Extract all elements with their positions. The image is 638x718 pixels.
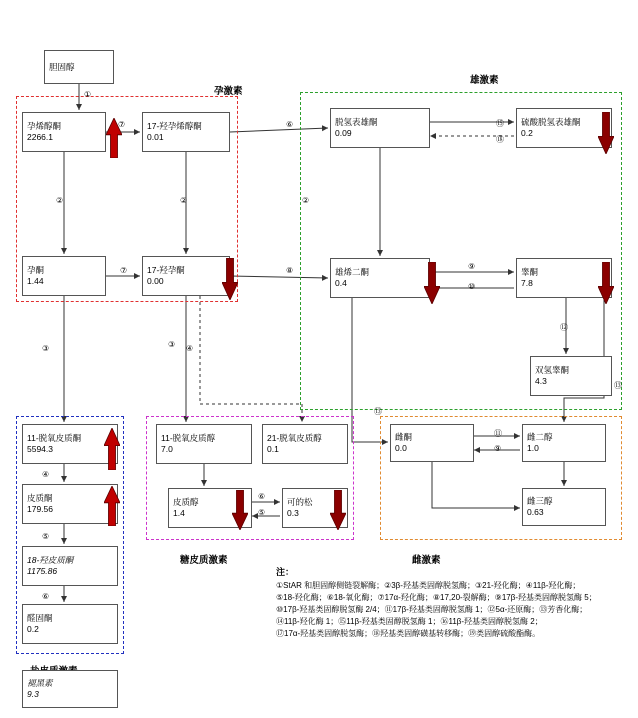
node-value: 0.63: [527, 507, 544, 517]
legend-note: [276, 566, 632, 640]
decrease-arrow-icon: [232, 490, 248, 530]
node-value: 0.1: [267, 444, 279, 454]
node-value: 1.4: [173, 508, 185, 518]
node-label: 睾酮: [521, 267, 539, 278]
step-number: ⑥: [286, 120, 294, 129]
node-hprog[interactable]: [142, 256, 230, 296]
node-docol[interactable]: [156, 424, 252, 464]
node-label: 18-羟皮质酮: [27, 555, 74, 566]
step-number: ⑥: [258, 492, 266, 501]
node-value: 7.0: [161, 444, 173, 454]
node-label: 双氢睾酮: [535, 365, 570, 376]
node-value: 0.09: [335, 128, 352, 138]
legend-line-4: ⑰17α-羟基类固醇脱氢酶；⑱羟基类固醇磺基转移酶；⑲类固醇硫酸酯酶。: [276, 628, 541, 638]
decrease-arrow-icon: [222, 258, 238, 300]
node-label: 孕酮: [27, 265, 45, 276]
group-label-1: 雄激素: [470, 75, 499, 86]
node-value: 0.2: [27, 624, 39, 634]
node-label: 脱氢表雄酮: [335, 117, 378, 128]
node-dht[interactable]: [530, 356, 612, 396]
node-label: 雄烯二酮: [335, 267, 370, 278]
step-number: ⑦: [120, 266, 128, 275]
node-dxcol[interactable]: [262, 424, 348, 464]
legend-line-2: ⑩17β-羟基类固醇脱氢酶 2/4；⑪17β-羟基类固醇脱氢酶 1；⑫5α-还原酶；⑬芳香化酶；: [276, 604, 588, 614]
group-label-3: 糖皮质激素: [180, 555, 228, 566]
node-label: 醛固酮: [27, 613, 53, 624]
legend-line-1: ⑤18-羟化酶；⑥18-氧化酶；⑦17α-羟化酶；⑧17,20-裂解酶；⑨17β-羟基类固醇脱氢酶 5；: [276, 592, 597, 602]
node-hcort[interactable]: [22, 546, 118, 586]
node-value: 0.00: [147, 276, 164, 286]
step-number: ②: [302, 196, 310, 205]
node-value: 0.4: [335, 278, 347, 288]
step-number: ⑨: [468, 262, 476, 271]
node-andro[interactable]: [330, 258, 430, 298]
node-aldo[interactable]: [22, 604, 118, 644]
decrease-arrow-icon: [424, 262, 440, 304]
node-label: 皮质醇: [173, 497, 199, 508]
increase-arrow-icon: [106, 118, 122, 158]
step-number: ⑥: [42, 592, 50, 601]
node-label: 11-脱氧皮质醇: [161, 433, 216, 444]
node-label: 可的松: [287, 497, 313, 508]
step-number: ⑪: [494, 429, 502, 438]
node-label: 孕烯醇酮: [27, 121, 62, 132]
step-number: ④: [186, 344, 194, 353]
node-value: 2266.1: [27, 132, 53, 142]
node-label: 雌二醇: [527, 432, 553, 443]
node-label: 褪黑素: [27, 678, 53, 689]
node-value: 9.3: [27, 689, 39, 699]
step-number: ②: [180, 196, 188, 205]
group-label-4: 雌激素: [412, 555, 441, 566]
step-number: ③: [168, 340, 176, 349]
node-value: 0.01: [147, 132, 164, 142]
node-preg[interactable]: [22, 112, 106, 152]
node-label: 雌酮: [395, 432, 413, 443]
node-value: 1175.86: [27, 566, 58, 576]
node-value: 7.8: [521, 278, 533, 288]
step-number: ②: [56, 196, 64, 205]
node-label: 胆固醇: [49, 61, 75, 72]
legend-line-0: ①StAR 和胆固醇侧链裂解酶；②3β-羟基类固醇脱氢酶；③21-羟化酶；④11β-羟化酶；: [276, 580, 581, 590]
node-label: 17-羟孕烯醇酮: [147, 121, 202, 132]
legend-title: 注：: [276, 567, 295, 577]
step-number: ⑩: [468, 282, 476, 291]
node-value: 0.0: [395, 443, 407, 453]
step-number: ④: [42, 470, 50, 479]
increase-arrow-icon: [104, 428, 120, 470]
step-number: ⑬: [374, 407, 382, 416]
node-value: 179.56: [27, 504, 53, 514]
node-label: 雌三醇: [527, 496, 553, 507]
step-number: ③: [42, 344, 50, 353]
step-number: ⑮: [496, 119, 504, 128]
step-number: ⑦: [118, 120, 126, 129]
step-number: ⑱: [496, 135, 504, 144]
step-number: ①: [84, 90, 92, 99]
node-value: 0.2: [521, 128, 533, 138]
legend-line-3: ⑭11β-羟化酶 1；⑮11β-羟基类固醇脱氢酶 1；⑯11β-羟基类固醇脱氢酶 2；: [276, 616, 543, 626]
step-number: ⑤: [258, 508, 266, 517]
decrease-arrow-icon: [330, 490, 346, 530]
node-estriol[interactable]: [522, 488, 606, 526]
node-label: 皮质酮: [27, 493, 53, 504]
node-value: 1.44: [27, 276, 44, 286]
decrease-arrow-icon: [598, 112, 614, 154]
node-hpreg[interactable]: [142, 112, 230, 152]
step-number: ⑤: [42, 532, 50, 541]
node-value: 1.0: [527, 443, 539, 453]
node-melatonin[interactable]: [22, 670, 118, 708]
node-chol[interactable]: [44, 50, 114, 84]
node-estrone[interactable]: [390, 424, 474, 462]
node-prog[interactable]: [22, 256, 106, 296]
step-number: ⑨: [494, 444, 502, 453]
node-label: 11-脱氧皮质酮: [27, 433, 82, 444]
step-number: ⑬: [614, 381, 622, 390]
step-number: ⑧: [286, 266, 294, 275]
node-dhea[interactable]: [330, 108, 430, 148]
node-value: 5594.3: [27, 444, 53, 454]
node-label: 21-脱氧皮质醇: [267, 433, 322, 444]
node-estradiol[interactable]: [522, 424, 606, 462]
increase-arrow-icon: [104, 486, 120, 526]
node-value: 4.3: [535, 376, 547, 386]
decrease-arrow-icon: [598, 262, 614, 304]
group-label-0: 孕激素: [214, 86, 243, 97]
node-value: 0.3: [287, 508, 299, 518]
step-number: ⑫: [560, 323, 568, 332]
node-label: 17-羟孕酮: [147, 265, 185, 276]
node-label: 硫酸脱氢表雄酮: [521, 117, 581, 128]
